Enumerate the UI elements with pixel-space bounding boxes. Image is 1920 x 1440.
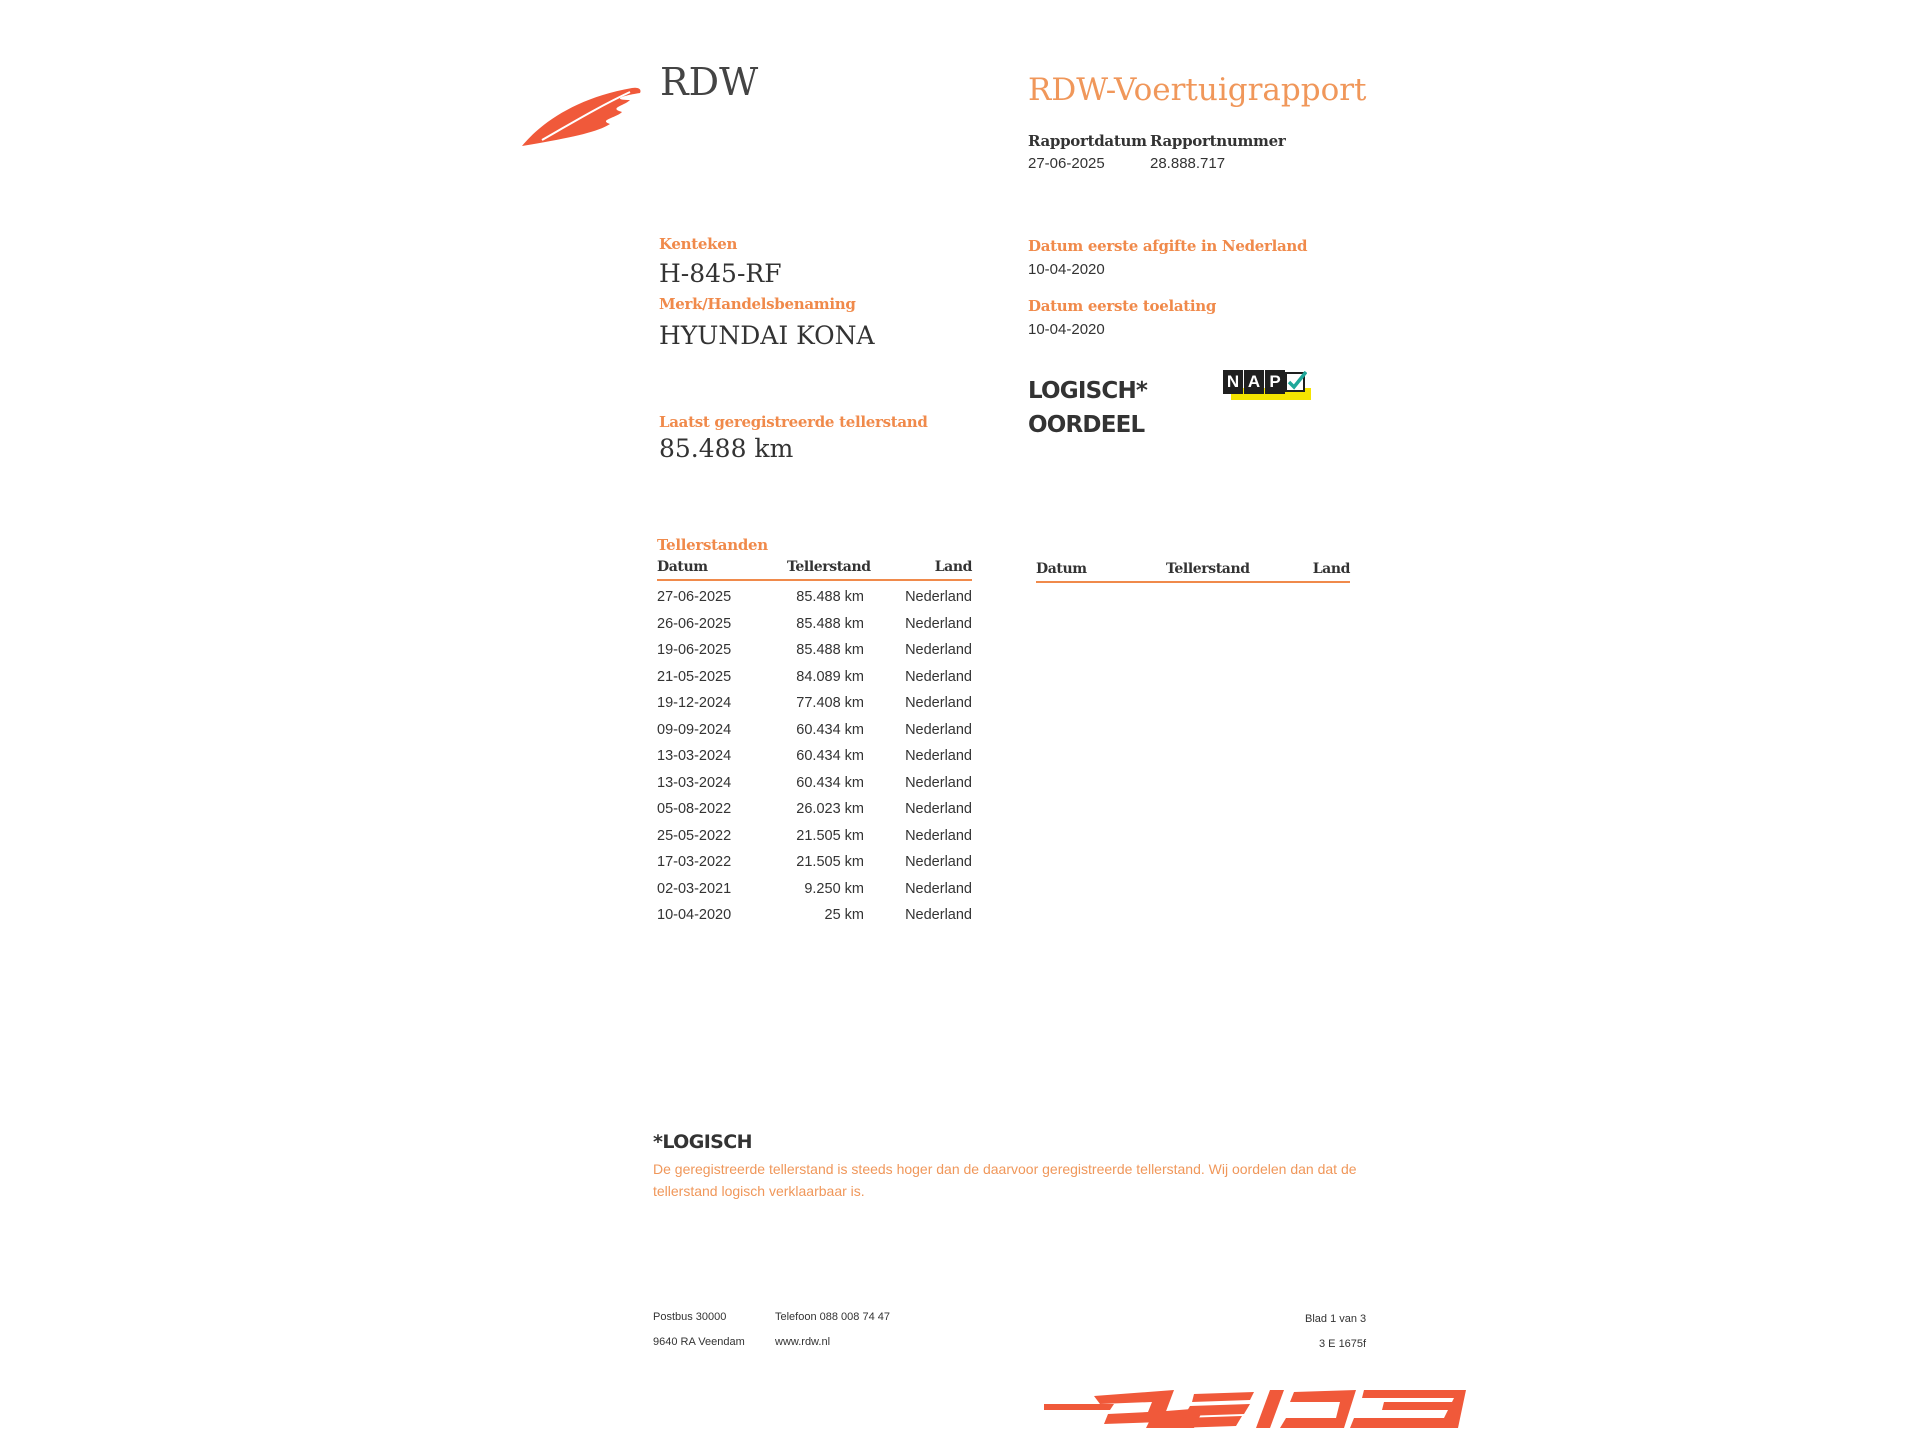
table-row — [657, 634, 972, 661]
report-date: 27-06-2025 — [1028, 155, 1105, 172]
row-date: 02-03-2021 — [657, 880, 732, 897]
row-date: 13-03-2024 — [657, 774, 732, 791]
table-header-continued — [1036, 559, 1350, 583]
row-odometer: 26.023 km — [796, 801, 864, 817]
report-number: 28.888.717 — [1150, 155, 1226, 172]
row-odometer: 85.488 km — [796, 589, 864, 605]
check-icon — [1285, 370, 1307, 394]
row-country: Nederland — [905, 880, 972, 897]
row-country: Nederland — [905, 642, 972, 658]
table-row — [657, 820, 972, 847]
table-row — [657, 687, 972, 714]
row-date: 27-06-2025 — [657, 589, 732, 605]
table-row — [657, 581, 972, 608]
row-date: 19-12-2024 — [657, 695, 732, 711]
row-odometer: 77.408 km — [796, 695, 864, 711]
row-date: 05-08-2022 — [657, 801, 732, 817]
report-number-label: Rapportnummer — [1150, 132, 1286, 150]
row-country: Nederland — [905, 801, 972, 817]
row-odometer: 60.434 km — [796, 721, 864, 738]
row-date: 26-06-2025 — [657, 615, 732, 632]
col-date: Datum — [657, 559, 708, 575]
nap-letter-n: N — [1223, 370, 1243, 394]
plate-value: H-845-RF — [659, 259, 782, 288]
col-date-2: Datum — [1036, 561, 1087, 577]
row-odometer: 60.434 km — [796, 774, 864, 791]
org-name: RDW — [660, 60, 759, 104]
last-odometer-value: 85.488 km — [659, 434, 794, 463]
row-odometer: 85.488 km — [796, 642, 864, 658]
report-title: RDW-Voertuigrapport — [1028, 72, 1367, 108]
row-date: 13-03-2024 — [657, 748, 732, 764]
col-odometer: Tellerstand — [787, 559, 871, 575]
rdw-logo-icon — [520, 84, 645, 150]
rdw-stripes-icon — [1044, 1388, 1466, 1430]
first-admission-label: Datum eerste toelating — [1028, 297, 1217, 315]
row-country: Nederland — [905, 774, 972, 791]
nap-badge — [1223, 370, 1311, 406]
row-odometer: 25 km — [824, 907, 864, 923]
footer-city: 9640 RA Veendam — [653, 1336, 745, 1348]
footer-web: www.rdw.nl — [775, 1336, 831, 1348]
odometer-section-title: Tellerstanden — [657, 536, 768, 554]
row-country: Nederland — [905, 907, 972, 923]
first-admission-value: 10-04-2020 — [1028, 321, 1105, 338]
row-odometer: 21.505 km — [796, 827, 864, 844]
first-issue-value: 10-04-2020 — [1028, 261, 1105, 278]
row-odometer: 84.089 km — [796, 668, 864, 685]
footer-postbus: Postbus 30000 — [653, 1311, 727, 1323]
row-country: Nederland — [905, 668, 972, 685]
table-row — [657, 899, 972, 926]
table-row — [657, 873, 972, 900]
verdict-line1: LOGISCH* — [1028, 378, 1148, 404]
row-odometer: 85.488 km — [796, 615, 864, 632]
table-row — [657, 661, 972, 688]
footer-code: 3 E 1675f — [1319, 1338, 1367, 1350]
table-row — [657, 740, 972, 767]
make-label: Merk/Handelsbenaming — [659, 295, 856, 313]
verdict — [1028, 374, 1147, 442]
col-country: Land — [934, 559, 972, 575]
row-date: 25-05-2022 — [657, 827, 732, 844]
row-odometer: 60.434 km — [796, 748, 864, 764]
col-country-2: Land — [1312, 561, 1350, 577]
table-row — [657, 767, 972, 794]
verdict-line2: OORDEEL — [1028, 412, 1145, 438]
row-date: 19-06-2025 — [657, 642, 732, 658]
row-country: Nederland — [905, 615, 972, 632]
odometer-table-continued — [1036, 559, 1350, 583]
first-issue-label: Datum eerste afgifte in Nederland — [1028, 237, 1308, 255]
row-country: Nederland — [905, 748, 972, 764]
row-country: Nederland — [905, 695, 972, 711]
nap-letter-p: P — [1265, 370, 1285, 394]
footer-page: Blad 1 van 3 — [1305, 1313, 1367, 1325]
table-row — [657, 846, 972, 873]
table-row — [657, 714, 972, 741]
make-value: HYUNDAI KONA — [659, 321, 875, 350]
table-header — [657, 557, 972, 581]
footer-phone: Telefoon 088 008 74 47 — [775, 1311, 890, 1323]
row-country: Nederland — [905, 589, 972, 605]
note-title: *LOGISCH — [653, 1131, 752, 1153]
table-row — [657, 793, 972, 820]
row-odometer: 9.250 km — [804, 880, 864, 897]
report-date-label: Rapportdatum — [1028, 132, 1147, 150]
table-body — [657, 581, 972, 926]
row-date: 09-09-2024 — [657, 721, 732, 738]
table-row — [657, 608, 972, 635]
row-country: Nederland — [905, 827, 972, 844]
note-text: De geregistreerde tellerstand is steeds hoger dan de daarvoor geregistreerde tellerstand. Wij oordelen dan dat de tellerstand logisch verklaarbaar is. — [653, 1161, 1357, 1199]
row-country: Nederland — [905, 854, 972, 870]
row-date: 21-05-2025 — [657, 668, 732, 685]
nap-letter-a: A — [1244, 370, 1264, 394]
row-odometer: 21.505 km — [796, 854, 864, 870]
col-odometer-2: Tellerstand — [1166, 561, 1250, 577]
plate-label: Kenteken — [659, 235, 738, 253]
row-date: 10-04-2020 — [657, 907, 732, 923]
row-date: 17-03-2022 — [657, 854, 732, 870]
last-odometer-label: Laatst geregistreerde tellerstand — [659, 413, 928, 431]
row-country: Nederland — [905, 721, 972, 738]
odometer-table — [657, 557, 972, 926]
